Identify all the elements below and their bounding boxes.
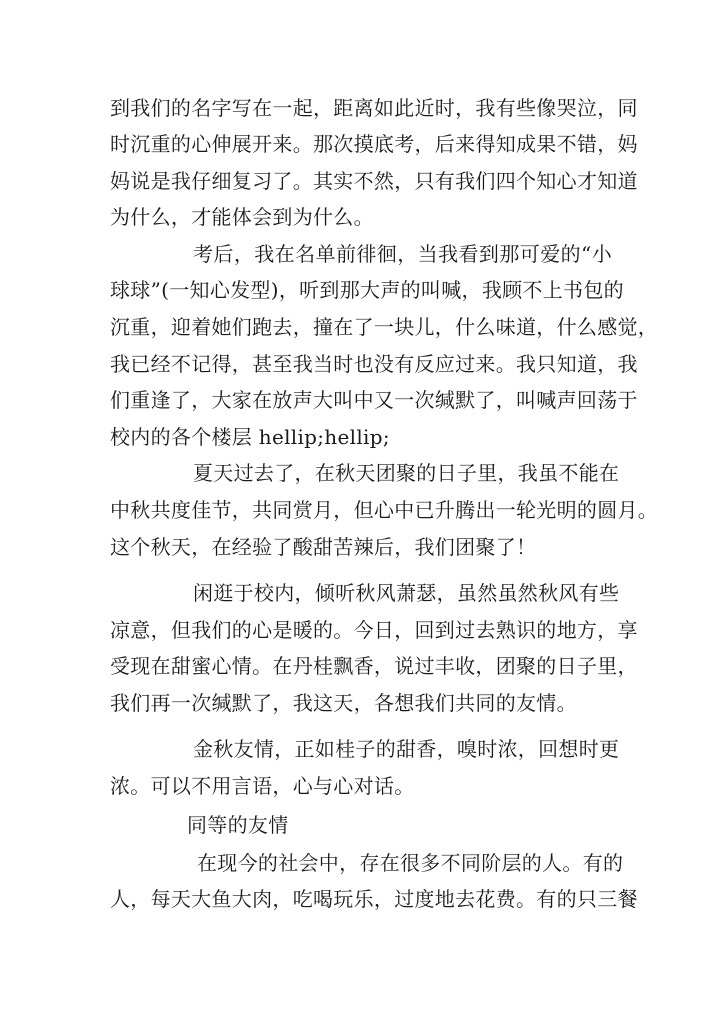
paragraph-first-line: 夏天过去了，在秋天团聚的日子里，我虽不能在 [193, 461, 620, 485]
text-line: 们重逢了，大家在放声大叫中又一次缄默了，叫喊声回荡于 [110, 388, 638, 412]
text-line: 凉意，但我们的心是暖的。今日，回到过去熟识的地方，享 [110, 618, 638, 642]
text-line: 到我们的名字写在一起，距离如此近时，我有些像哭泣，同 [110, 96, 638, 120]
text-line: 妈说是我仔细复习了。其实不然，只有我们四个知心才知道 [110, 169, 638, 193]
text-line: 时沉重的心伸展开来。那次摸底考，后来得知成果不错，妈 [110, 132, 638, 156]
paragraph-first-line: 闲逛于校内，倾听秋风萧瑟，虽然虽然秋风有些 [193, 581, 620, 605]
text-line: 人，每天大鱼大肉，吃喝玩乐，过度地去花费。有的只三餐 [110, 887, 638, 911]
text-line: 我已经不记得，甚至我当时也没有反应过来。我只知道，我 [110, 352, 638, 376]
paragraph-first-line: 在现今的社会中，存在很多不同阶层的人。有的 [197, 851, 624, 875]
text-line: 这个秋天，在经验了酸甜苦辣后，我们团聚了！ [110, 535, 537, 559]
text-line: 球球”(一知心发型)，听到那大声的叫喊，我顾不上书包的 [110, 278, 624, 302]
text-line: 中秋共度佳节，共同赏月，但心中已升腾出一轮光明的圆月。 [110, 498, 659, 522]
text-line: 沉重，迎着她们跑去，撞在了一块儿，什么味道，什么感觉， [110, 315, 659, 339]
section-heading: 同等的友情 [187, 813, 289, 837]
text-line: 受现在甜蜜心情。在丹桂飘香，说过丰收，团聚的日子里， [110, 654, 638, 678]
text-line: 我们再一次缄默了，我这天，各想我们共同的友情。 [110, 691, 577, 715]
text-line: 浓。可以不用言语，心与心对话。 [110, 774, 415, 798]
text-line: 为什么，才能体会到为什么。 [110, 205, 374, 229]
paragraph-first-line: 金秋友情，正如桂子的甜香，嗅时浓，回想时更 [193, 737, 620, 761]
text-line: 校内的各个楼层 hellip;hellip; [110, 425, 390, 449]
paragraph-first-line: 考后，我在名单前徘徊，当我看到那可爱的“小 [193, 242, 612, 266]
